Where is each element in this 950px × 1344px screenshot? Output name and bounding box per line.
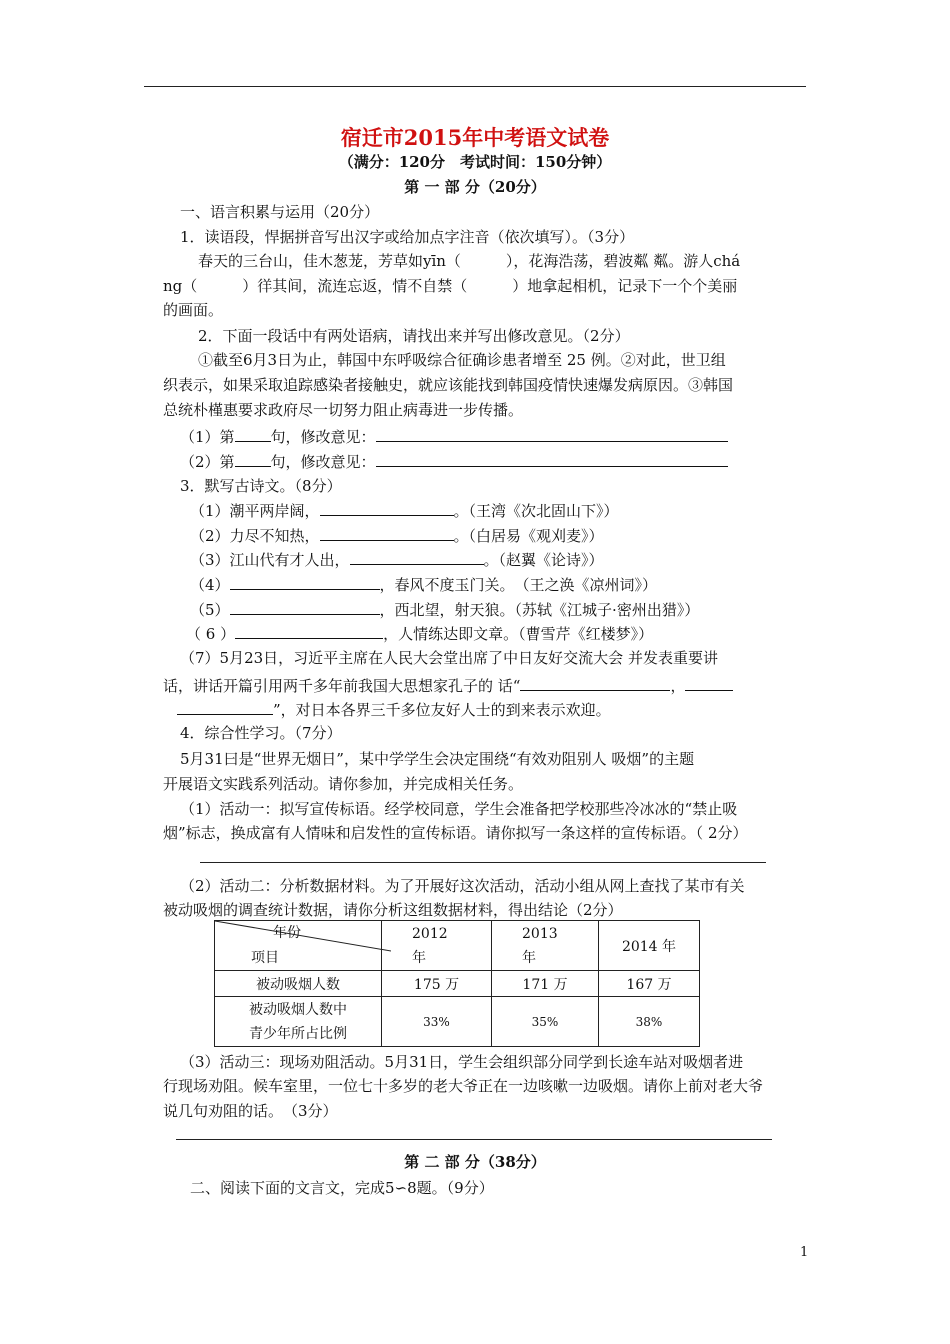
smoking-data-table	[214, 920, 700, 1047]
q1-line3: 的画面。	[163, 301, 224, 319]
top-rule	[144, 86, 806, 87]
q2-stem: 2．下面一段话中有两处语病，请找出来并写出修改意见。（2分）	[198, 327, 630, 345]
q1-line1: 春天的三台山，佳木葱茏，芳草如yīn（ ），花海浩荡，碧波粼 粼。游人chá	[198, 252, 741, 270]
q2-answer1-pre: （1）第	[180, 428, 235, 446]
q3-item3-post: 。（赵翼《论诗》）	[483, 551, 604, 569]
q3-item6-post: ，人情练达即文章。（曹雪芹《红楼梦》）	[383, 625, 654, 643]
q3-stem: 3．默写古诗文。（8分）	[180, 477, 342, 495]
page-number: 1	[800, 1245, 809, 1260]
q3-item1-post: 。（王湾《次北固山下》）	[453, 502, 619, 520]
q4-activity2-line1: （2）活动二：分析数据材料。为了开展好这次活动，活动小组从网上查找了某市有关	[180, 877, 745, 895]
poem-blank[interactable]	[230, 572, 380, 590]
q3-item2-post: 。（白居易《观刈麦》）	[453, 527, 604, 545]
part2-heading: 第 二 部 分（38分）	[404, 1153, 546, 1171]
exam-title: 宿迁市2015年中考语文试卷	[340, 125, 610, 150]
q3-item4-post: ，春风不度玉门关。 （王之涣《凉州词》）	[379, 576, 658, 594]
q1-line2: ng（ ）徉其间，流连忘返，情不自禁（ ）地拿起相机，记录下一个个美丽	[163, 277, 738, 295]
corner-item-label: 项目	[251, 950, 279, 966]
exam-subtitle: （满分：120分 考试时间：150分钟）	[338, 153, 612, 171]
year-2014-header: 2014 年	[599, 921, 700, 971]
q3-item5-pre: （5）	[190, 601, 230, 619]
poem-blank[interactable]	[235, 621, 383, 639]
q3-item5	[190, 597, 699, 622]
year-2012-header: 2012 年	[382, 921, 492, 971]
q4-activity3-line3: 说几句劝阻的话。 （3分）	[163, 1102, 338, 1120]
table-cell: 167 万	[599, 971, 700, 997]
q1-stem: 1．读语段，悍据拼音写出汉字或给加点字注音（依次填写）。（3分）	[180, 228, 635, 246]
revision-blank[interactable]	[376, 424, 728, 442]
q3-item1	[190, 498, 619, 523]
poem-blank[interactable]	[320, 498, 454, 516]
q4-intro1: 5月31曰是“世界无烟日”，某中学学生会决定围绕“有效劝阻别人 吸烟”的主题	[180, 750, 695, 768]
quote-blank[interactable]	[520, 673, 670, 691]
q3-item1-pre: （1）潮平两岸阔，	[190, 502, 320, 520]
q3-item4-pre: （4）	[190, 576, 230, 594]
q4-intro2: 开展语文实践系列活动。请你参加，并完成相关任务。	[163, 775, 524, 793]
q3-item7-line2	[163, 673, 733, 698]
poem-blank[interactable]	[350, 547, 484, 565]
q4-activity3-line1: （3）活动三：现场劝阻活动。5月31日，学生会组织部分同学到长途车站对吸烟者进	[180, 1053, 744, 1071]
table-cell: 171 万	[492, 971, 599, 997]
q2-answer2-pre: （2）第	[180, 453, 235, 471]
section2-heading: 二、阅读下面的文言文，完成5∽8题。（9分）	[190, 1179, 494, 1197]
row1-label: 被动吸烟人数	[215, 971, 382, 997]
quote-blank[interactable]	[177, 697, 273, 715]
revision-blank[interactable]	[376, 449, 728, 467]
q3-item6-pre: （ 6 ）	[186, 625, 236, 643]
q3-item3-pre: （3）江山代有才人出，	[190, 551, 350, 569]
table-cell: 35%	[492, 997, 599, 1047]
quote-blank[interactable]	[685, 673, 733, 691]
q2-answer1	[180, 424, 728, 449]
q3-item2-pre: （2）力尽不知热，	[190, 527, 320, 545]
q3-item2	[190, 523, 604, 548]
year-2013-header: 2013 年	[492, 921, 599, 971]
q3-item7-line1: （7）5月23日，习近平主席在人民大会堂出席了中日友好交流大会 并发表重要讲	[180, 649, 718, 667]
section1-heading: 一、语言积累与运用（20分）	[180, 203, 380, 221]
q3-item4	[190, 572, 657, 597]
part-divider-rule	[176, 1139, 772, 1140]
q4-activity3-line2: 行现场劝阻。候车室里，一位七十多岁的老大爷正在一边咳嗽一边吸烟。请你上前对老大爷	[163, 1077, 764, 1095]
q3-item5-post: ，西北望，射天狼。（苏轼《江城子·密州出猎》）	[379, 601, 700, 619]
part1-heading: 第 一 部 分（20分）	[404, 178, 546, 196]
q2-answer2	[180, 449, 728, 474]
q4-activity2-line2: 被动吸烟的调查统计数据，请你分析这组数据材料，得出结论（2分）	[163, 901, 623, 919]
sentence-number-blank[interactable]	[235, 424, 271, 442]
q4-stem: 4．综合性学习。（7分）	[180, 724, 342, 742]
q2-para3: 总统朴槿惠要求政府尽一切努力阻止病毒进一步传播。	[163, 401, 524, 419]
q3-item3	[190, 547, 604, 572]
poem-blank[interactable]	[230, 597, 380, 615]
q3-item7-line3	[177, 697, 611, 722]
q2-para1: ①截至6月3日为止，韩国中东呼吸综合征确诊患者增至 25 例。②对此，世卫组	[198, 351, 726, 369]
table-cell: 38%	[599, 997, 700, 1047]
q4-activity1-line2: 烟”标志，换成富有人情味和启发性的宣传标语。请你拟写一条这样的宣传标语。（ 2分）	[163, 824, 748, 842]
poem-blank[interactable]	[320, 523, 454, 541]
q3-item7-line2-mid: ，	[670, 677, 686, 695]
q4-activity1-line1: （1）活动一：拟写宣传标语。经学校同意，学生会准备把学校那些冷冰冰的“禁止吸	[180, 800, 738, 818]
q2-para2: 织表示，如果采取追踪感染者接触史，就应该能找到韩国疫情快速爆发病原因。③韩国	[163, 376, 734, 394]
q3-item7-line3-post: ”，对日本各界三千多位友好人士的到来表示欢迎。	[273, 701, 611, 719]
sentence-number-blank[interactable]	[235, 449, 271, 467]
q3-item7-line2-pre: 话，讲话开篇引用两千多年前我国大思想家孔子的 话“	[163, 677, 521, 695]
diagonal-divider	[215, 921, 391, 971]
table-cell: 33%	[382, 997, 492, 1047]
q2-answer2-mid: 句，修改意见：	[270, 453, 376, 471]
q3-item6	[186, 621, 653, 646]
table-corner-cell	[215, 921, 382, 971]
corner-year-label: 年份	[273, 925, 301, 941]
q2-answer1-mid: 句，修改意见：	[270, 428, 376, 446]
slogan-answer-line[interactable]	[200, 862, 766, 863]
table-cell: 175 万	[382, 971, 492, 997]
row2-label: 被动吸烟人数中 青少年所占比例	[215, 997, 382, 1047]
